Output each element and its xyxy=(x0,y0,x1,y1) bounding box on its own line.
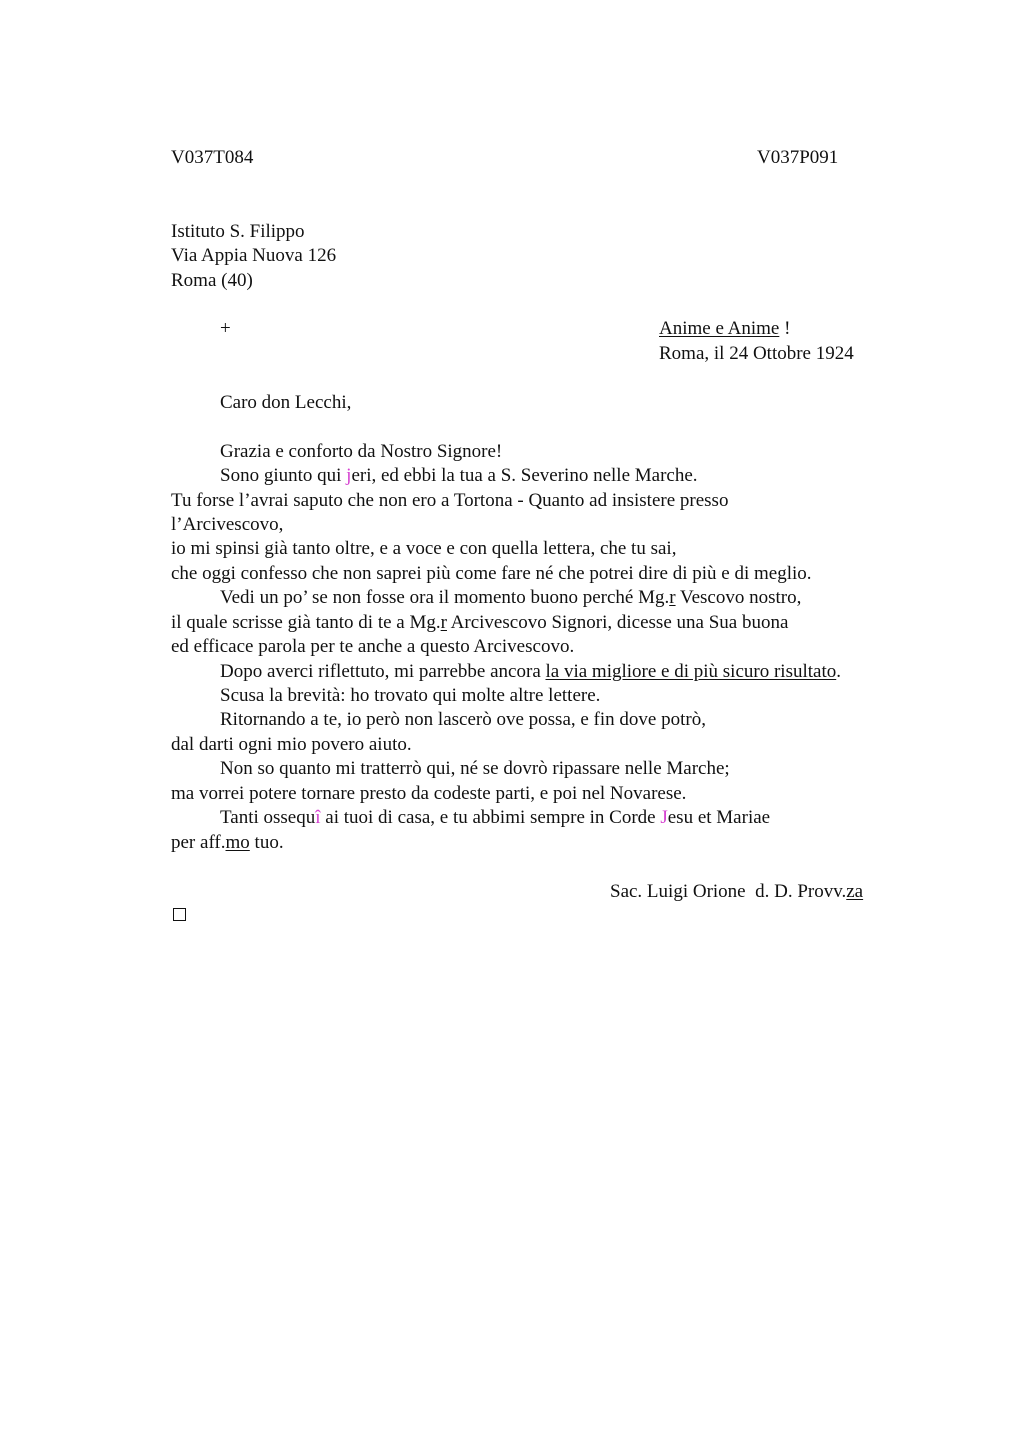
highlight-letter: î xyxy=(315,807,321,828)
body-line-7: Vedi un po’ se non fosse ora il momento buono perché Mg.r Vescovo nostro, xyxy=(220,587,802,608)
body-line-3: Tu forse l’avrai saputo che non ero a Tortona - Quanto ad insistere presso xyxy=(171,490,729,511)
cross-symbol: + xyxy=(220,318,231,339)
body-line-1: Grazia e conforto da Nostro Signore! xyxy=(220,441,503,462)
motto-suffix: ! xyxy=(779,318,791,339)
motto-underlined: Anime e Anime xyxy=(659,318,780,339)
body-line-4: l’Arcivescovo, xyxy=(171,514,284,535)
salutation: Caro don Lecchi, xyxy=(220,392,352,413)
body-line-16: Tanti ossequî ai tuoi di casa, e tu abbimi sempre in Corde Jesu et Mariae xyxy=(220,807,771,828)
address-line-2: Via Appia Nuova 126 xyxy=(171,245,337,266)
highlight-letter: j xyxy=(346,465,352,486)
address-line-1: Istituto S. Filippo xyxy=(171,221,305,242)
end-mark-square xyxy=(173,908,186,921)
body-line-2: Sono giunto qui jeri, ed ebbi la tua a S. Severino nelle Marche. xyxy=(220,465,698,486)
body-line-12: Ritornando a te, io però non lascerò ove possa, e fin dove potrò, xyxy=(220,709,706,730)
body-line-14: Non so quanto mi tratterrò qui, né se dovrò ripassare nelle Marche; xyxy=(220,758,730,779)
highlight-letter: J xyxy=(660,807,668,828)
address-line-3: Roma (40) xyxy=(171,270,253,291)
signature: Sac. Luigi Orione d. D. Provv.za xyxy=(610,881,864,902)
body-line-5: io mi spinsi già tanto oltre, e a voce e con quella lettera, che tu sai, xyxy=(171,538,677,559)
body-line-11: Scusa la brevità: ho trovato qui molte altre lettere. xyxy=(220,685,601,706)
underlined-phrase: la via migliore e di più sicuro risultato xyxy=(545,661,837,682)
body-line-8: il quale scrisse già tanto di te a Mg.r Arcivescovo Signori, dicesse una Sua buona xyxy=(171,612,789,633)
body-line-6: che oggi confesso che non saprei più come fare né che potrei dire di più e di meglio. xyxy=(171,563,812,584)
body-line-17: per aff.mo tuo. xyxy=(171,832,284,853)
body-line-13: dal darti ogni mio povero aiuto. xyxy=(171,734,412,755)
document-code-left: V037T084 xyxy=(171,147,254,168)
body-line-10: Dopo averci riflettuto, mi parrebbe ancora la via migliore e di più sicuro risultato. xyxy=(220,661,841,682)
body-line-15: ma vorrei potere tornare presto da codeste parti, e poi nel Novarese. xyxy=(171,783,687,804)
body-line-9: ed efficace parola per te anche a questo Arcivescovo. xyxy=(171,636,575,657)
motto xyxy=(659,317,790,341)
date-line: Roma, il 24 Ottobre 1924 xyxy=(659,343,854,364)
document-code-right: V037P091 xyxy=(757,147,839,168)
